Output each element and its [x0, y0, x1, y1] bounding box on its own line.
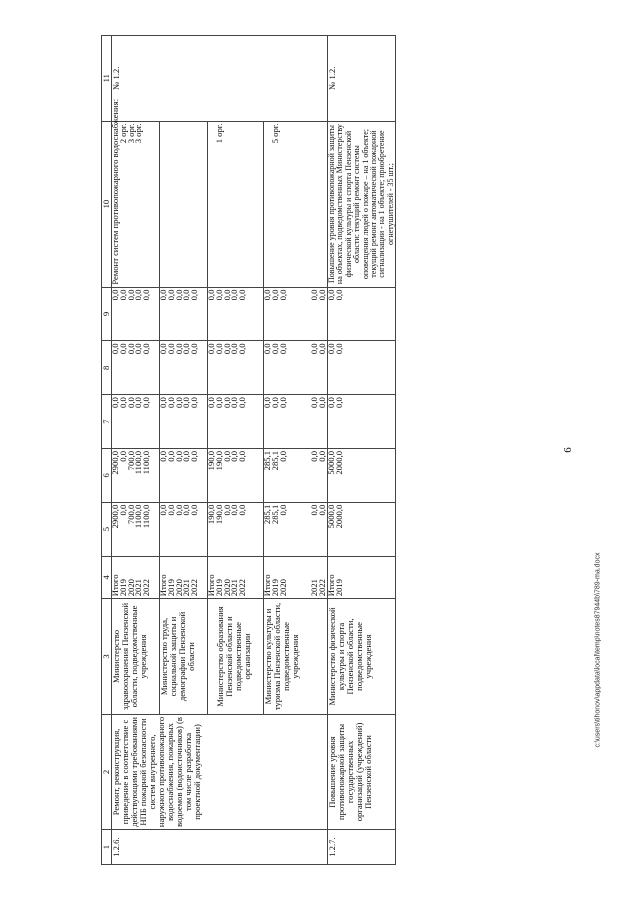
cell-value: 0,0	[117, 397, 128, 408]
cell-value: 0,0	[317, 289, 328, 301]
cell-value: 0,0	[173, 343, 184, 355]
cell-value: 3 орг.	[125, 123, 136, 144]
cell-value: 2022	[317, 579, 328, 597]
cell-value: 0,0	[277, 450, 288, 462]
cell-value: Итого	[262, 574, 273, 597]
cell-value: 0,0	[173, 397, 184, 408]
table-row	[112, 36, 160, 865]
amount-total-cell	[328, 502, 396, 556]
cell-value: 0,0	[317, 450, 328, 462]
cell-value: 2020	[221, 579, 232, 597]
amount-federal-cell	[160, 395, 208, 449]
amount-regional-cell	[328, 448, 396, 502]
cell-value: 0,0	[309, 289, 320, 301]
cell-value: 0,0	[189, 450, 200, 462]
cell-value: 2 орг.	[117, 123, 128, 144]
cell-value: 0,0	[158, 343, 169, 355]
cell-value: 0,0	[141, 289, 152, 301]
cell-value: 0,0	[309, 343, 320, 355]
amount-total-cell	[264, 502, 328, 556]
indicator-cell	[208, 121, 264, 287]
cell-value: 0,0	[165, 343, 176, 355]
target-reference: № 1.2.	[112, 36, 328, 122]
cell-value: 2022	[237, 579, 248, 597]
years-cell	[208, 556, 264, 599]
cell-value: 0,0	[269, 343, 280, 355]
cell-value: 0,0	[213, 289, 224, 301]
cell-value: 0,0	[277, 504, 288, 516]
cell-value: 0,0	[165, 289, 176, 301]
executor: Министерство образования Пензенской области и подведомственные организации	[208, 599, 264, 714]
cell-value: 285,1	[262, 450, 273, 471]
cell-value: 2000,0	[333, 450, 344, 475]
header-cell-8: 8	[102, 341, 112, 395]
cell-value: 0,0	[173, 450, 184, 462]
cell-value: 2021	[181, 579, 192, 597]
executor: Министерство здравоохранения Пензенской области, подведомственные учреждения	[112, 599, 160, 714]
cell-value: 0,0	[221, 343, 232, 355]
header-cell-7: 7	[102, 395, 112, 449]
cell-value: 0,0	[333, 289, 344, 301]
cell-value: 0,0	[262, 289, 273, 301]
cell-value: 0,0	[125, 343, 136, 355]
cell-value: 0,0	[221, 289, 232, 301]
cell-value: 2000,0	[333, 504, 344, 529]
amount-local-cell	[208, 341, 264, 395]
cell-value: 0,0	[221, 397, 232, 408]
cell-value: 0,0	[333, 397, 344, 408]
cell-value: 2020	[277, 579, 288, 597]
amount-regional-cell	[264, 448, 328, 502]
cell-value: 0,0	[181, 397, 192, 408]
cell-value: 2900,0	[110, 450, 121, 475]
cell-value: 0,0	[165, 397, 176, 408]
cell-value: 0,0	[213, 397, 224, 408]
indicator-cell	[264, 121, 328, 287]
cell-value: 0,0	[110, 343, 121, 355]
cell-value: 0,0	[229, 289, 240, 301]
cell-value: 0,0	[110, 397, 121, 408]
amount-federal-cell	[328, 395, 396, 449]
cell-value: 0,0	[189, 343, 200, 355]
cell-value: 0,0	[317, 343, 328, 355]
cell-value: 285,1	[269, 504, 280, 525]
cell-value: 0,0	[269, 289, 280, 301]
rotated-table-container	[101, 35, 395, 865]
cell-value: 0,0	[206, 397, 217, 408]
amount-total-cell	[208, 502, 264, 556]
amount-local-cell	[112, 341, 160, 395]
cell-value: 0,0	[229, 450, 240, 462]
cell-value: 0,0	[237, 504, 248, 516]
amount-local-cell	[328, 341, 396, 395]
executor: Министерство культуры и туризма Пензенской области, подведомственные учреждения	[264, 599, 328, 714]
cell-value: 0,0	[206, 343, 217, 355]
cell-value: 190,0	[213, 450, 224, 471]
cell-value: 0,0	[221, 504, 232, 516]
cell-value: 190,0	[206, 504, 217, 525]
cell-value: 190,0	[206, 450, 217, 471]
cell-value: 0,0	[158, 289, 169, 301]
page-number: 6	[562, 447, 574, 453]
cell-value: 0,0	[237, 450, 248, 462]
indicator-cell	[110, 98, 160, 287]
footer-file-path: c:\users\tihonov\appdata\local\temp\notes87944b\789-ma.docx	[594, 552, 602, 748]
cell-value: 0,0	[189, 504, 200, 516]
cell-value: 0,0	[158, 397, 169, 408]
program-table	[101, 35, 396, 865]
cell-value: 700,0	[125, 504, 136, 525]
cell-value: 0,0	[317, 397, 328, 408]
cell-value: 5 орг.	[269, 123, 280, 144]
cell-value: 0,0	[237, 397, 248, 408]
cell-value: 0,0	[173, 504, 184, 516]
cell-value: 0,0	[262, 343, 273, 355]
cell-value: 2019	[333, 579, 344, 597]
cell-value: 0,0	[317, 504, 328, 516]
years-cell	[160, 556, 208, 599]
cell-value: 0,0	[158, 450, 169, 462]
years-cell	[264, 556, 328, 599]
cell-value: 0,0	[141, 343, 152, 355]
cell-value: Итого	[326, 574, 336, 597]
cell-value: 0,0	[165, 450, 176, 462]
cell-value: 0,0	[181, 343, 192, 355]
years-cell	[112, 556, 160, 599]
header-cell-4: 4	[102, 556, 112, 599]
cell-value: 0,0	[117, 504, 128, 516]
amount-federal-cell	[264, 395, 328, 449]
cell-value: 0,0	[221, 450, 232, 462]
amount-total-cell	[160, 502, 208, 556]
cell-value: 0,0	[181, 289, 192, 301]
amount-other-cell	[328, 287, 396, 341]
cell-value: 0,0	[229, 504, 240, 516]
cell-value: Итого	[206, 574, 217, 597]
cell-value: 2900,0	[110, 504, 121, 529]
cell-value: 0,0	[309, 397, 320, 408]
cell-value: 0,0	[229, 397, 240, 408]
cell-value: 0,0	[269, 397, 280, 408]
cell-value: 2021	[229, 579, 240, 597]
cell-value: 0,0	[309, 504, 320, 516]
cell-value: 0,0	[189, 289, 200, 301]
cell-value: 0,0	[262, 397, 273, 408]
cell-value: 2019	[269, 579, 280, 597]
cell-value: 1 орг.	[213, 123, 224, 144]
cell-value: 0,0	[141, 397, 152, 408]
target-reference: № 1.2.	[328, 36, 396, 122]
cell-value: 0,0	[326, 343, 336, 355]
cell-value: 1100,0	[141, 450, 152, 475]
header-cell-6: 6	[102, 448, 112, 502]
cell-value: 2019	[117, 579, 128, 597]
cell-value: 0,0	[237, 289, 248, 301]
cell-value: 2019	[213, 579, 224, 597]
cell-value: 0,0	[189, 397, 200, 408]
cell-value: 0,0	[333, 343, 344, 355]
cell-value: 700,0	[125, 450, 136, 471]
cell-value: 2021	[309, 579, 320, 597]
cell-value: 1100,0	[133, 504, 144, 529]
header-cell-1: 1	[102, 830, 112, 865]
row-number: 1.2.7.	[328, 830, 396, 865]
cell-value: 0,0	[237, 343, 248, 355]
amount-regional-cell	[208, 448, 264, 502]
executor: Министерство труда, социальной защиты и демографии Пензенской области	[160, 599, 208, 714]
row-number: 1.2.6.	[112, 830, 328, 865]
cell-value: 0,0	[117, 343, 128, 355]
amount-total-cell	[112, 502, 160, 556]
cell-value: 0,0	[277, 343, 288, 355]
cell-value: 2022	[189, 579, 200, 597]
indicator-cell	[160, 121, 208, 287]
cell-value: 0,0	[277, 397, 288, 408]
cell-value: 2022	[141, 579, 152, 597]
cell-value: 3 орг.	[133, 123, 144, 144]
cell-value: 2020	[125, 579, 136, 597]
measure-description: Ремонт, реконструкция, приведение в соответствие с действующими требованиями НПБ пожарной безопасности систем внутреннего, наружного противопожарного водоснабжения, пожарных водоемов (водоисточников) (в том числе разработка проектной документации)	[112, 714, 328, 829]
table-row	[328, 36, 396, 865]
amount-regional-cell	[112, 448, 160, 502]
cell-value: 1100,0	[133, 450, 144, 475]
header-cell-11: 11	[102, 36, 112, 122]
header-cell-5: 5	[102, 502, 112, 556]
cell-value: 0,0	[326, 397, 336, 408]
amount-federal-cell	[208, 395, 264, 449]
amount-local-cell	[160, 341, 208, 395]
cell-value: 0,0	[181, 504, 192, 516]
cell-value: 0,0	[158, 504, 169, 516]
cell-value: 0,0	[165, 504, 176, 516]
cell-value: 5000,0	[326, 450, 336, 475]
cell-value: 0,0	[277, 289, 288, 301]
cell-value: 2021	[133, 579, 144, 597]
cell-value: 0,0	[133, 397, 144, 408]
amount-regional-cell	[160, 448, 208, 502]
amount-other-cell	[112, 287, 160, 341]
amount-other-cell	[160, 287, 208, 341]
header-cell-2: 2	[102, 714, 112, 829]
cell-value: 0,0	[173, 289, 184, 301]
amount-federal-cell	[112, 395, 160, 449]
cell-value: 5000,0	[326, 504, 336, 529]
cell-value: Ремонт систем противопожарного водоснабжения:	[110, 98, 121, 285]
cell-value: Итого	[110, 574, 121, 597]
cell-value: 0,0	[213, 343, 224, 355]
cell-value: 0,0	[125, 397, 136, 408]
cell-value: 2020	[173, 579, 184, 597]
cell-value: 0,0	[326, 289, 336, 301]
cell-value: Итого	[158, 574, 169, 597]
cell-value: 0,0	[133, 289, 144, 301]
amount-local-cell	[264, 341, 328, 395]
cell-value: 0,0	[181, 450, 192, 462]
cell-value: 0,0	[309, 450, 320, 462]
header-cell-10: 10	[102, 121, 112, 287]
cell-value: 0,0	[110, 289, 121, 301]
cell-value: 1100,0	[141, 504, 152, 529]
cell-value: 285,1	[269, 450, 280, 471]
cell-value: 190,0	[213, 504, 224, 525]
cell-value: 0,0	[117, 450, 128, 462]
cell-value: 0,0	[125, 289, 136, 301]
amount-other-cell	[264, 287, 328, 341]
header-cell-9: 9	[102, 287, 112, 341]
cell-value: 285,1	[262, 504, 273, 525]
cell-value: 0,0	[229, 343, 240, 355]
executor: Министерство физической культуры и спорта Пензенской области, подведомственные учреждения	[328, 599, 396, 714]
amount-other-cell	[208, 287, 264, 341]
measure-description: Повышение уровня противопожарной защиты государственных организаций (учреждений) Пензенской области	[328, 714, 396, 829]
years-cell	[328, 556, 396, 599]
indicator-text: Повышение уровня противопожарной защиты на объектах, подведомственных Министерству физической культуры и спорта Пензенской области: текущий ремонт системы оповещения людей о пожаре – на 1 объекте; текущий ремонт автоматической пожарной сигнализации - на 1 объекте; приобретение огнетушителей - 35 шт.;	[328, 121, 396, 287]
cell-value: 0,0	[133, 343, 144, 355]
cell-value: 2019	[165, 579, 176, 597]
header-cell-3: 3	[102, 599, 112, 714]
cell-value: 0,0	[117, 289, 128, 301]
cell-value: 0,0	[206, 289, 217, 301]
